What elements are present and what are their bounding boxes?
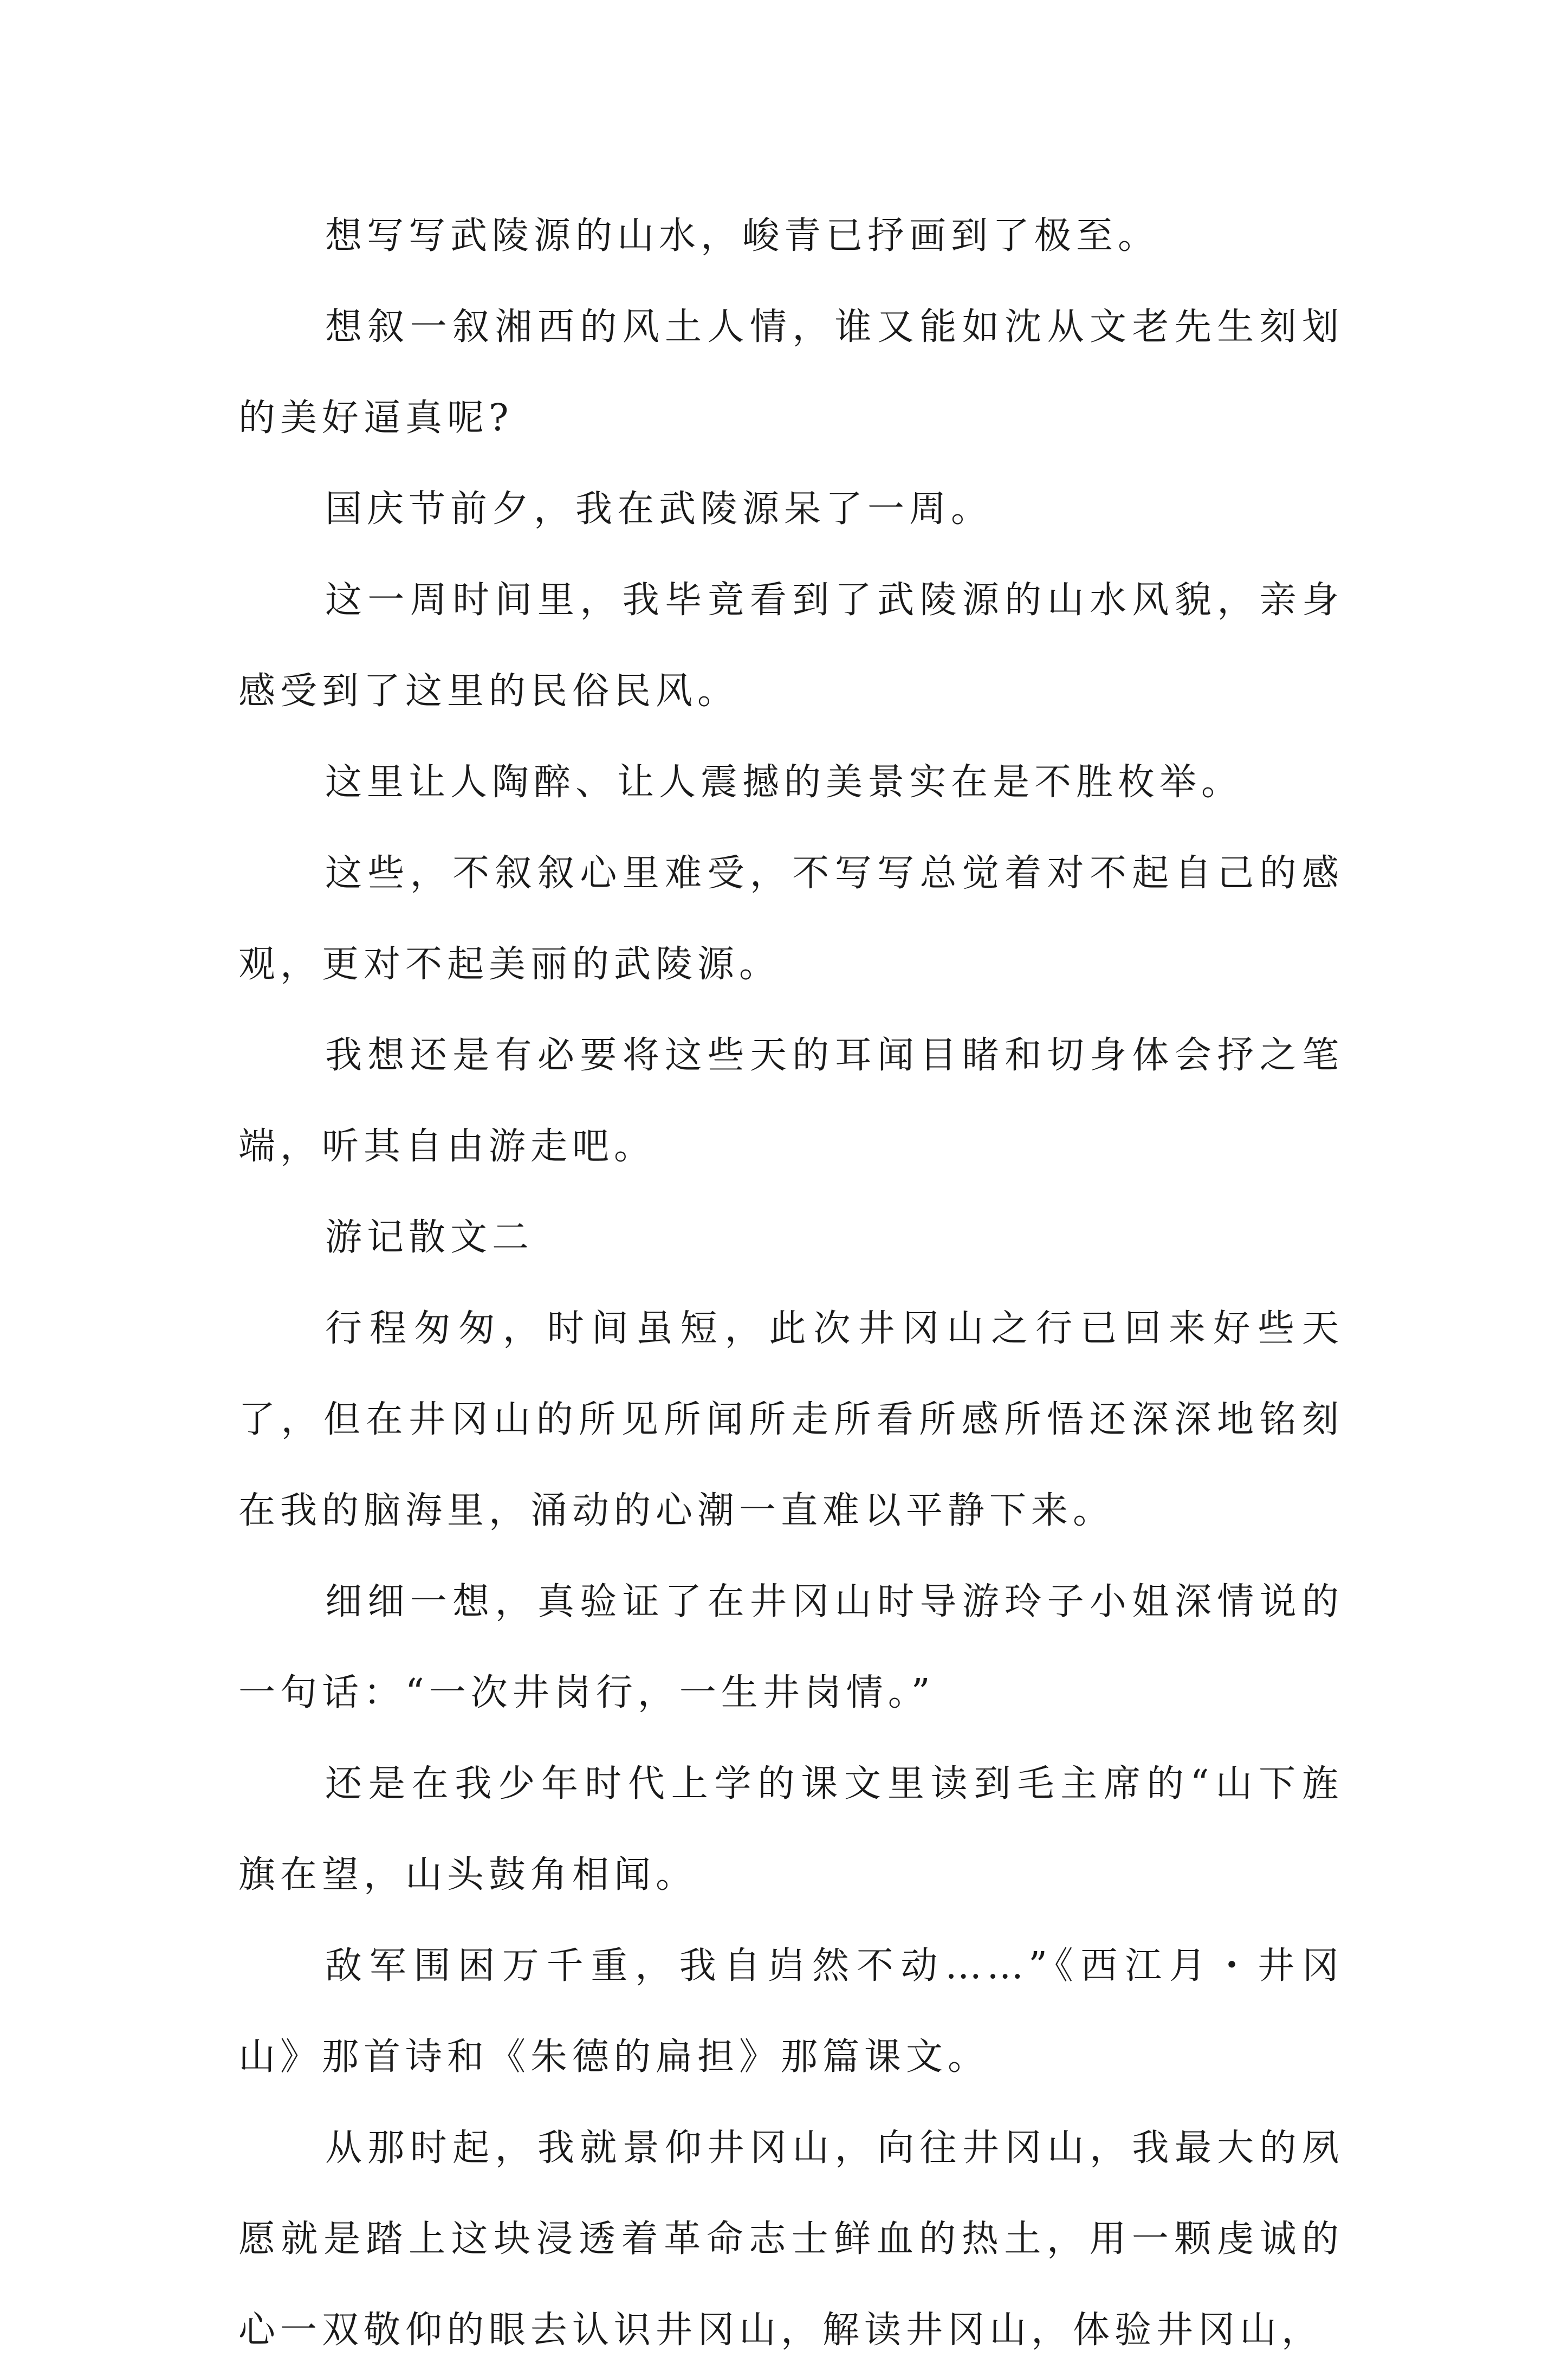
paragraph-11: 还是在我少年时代上学的课文里读到毛主席的“山下旌旗在望，山头鼓角相闻。 (238, 1762, 1344, 1896)
paragraph-2: 想叙一叙湘西的风土人情，谁又能如沈从文老先生刻划的美好逼真呢? (238, 306, 1344, 440)
paragraph-1: 想写写武陵源的山水，峻青已抒画到了极至。 (325, 215, 1160, 257)
paragraph-6: 这些，不叙叙心里难受，不写写总觉着对不起自己的感观，更对不起美丽的武陵源。 (238, 852, 1344, 986)
paragraph-4: 这一周时间里，我毕竟看到了武陵源的山水风貌，亲身感受到了这里的民俗民风。 (238, 579, 1344, 713)
paragraph-5: 这里让人陶醉、让人震撼的美景实在是不胜枚举。 (325, 761, 1243, 804)
body-text (238, 191, 1344, 2376)
paragraph-10: 细细一想，真验证了在井冈山时导游玲子小姐深情说的一句话：“一次井岗行，一生井岗情。” (238, 1580, 1344, 1714)
section-heading: 游记散文二 (325, 1216, 534, 1259)
paragraph-12: 敌军围困万千重，我自岿然不动……”《西江月・井冈山》那首诗和《朱德的扁担》那篇课文。 (238, 1945, 1344, 2078)
paragraph-7: 我想还是有必要将这些天的耳闻目睹和切身体会抒之笔端，听其自由游走吧。 (238, 1034, 1344, 1168)
paragraph-3: 国庆节前夕，我在武陵源呆了一周。 (325, 488, 993, 531)
paragraph-13: 从那时起，我就景仰井冈山，向往井冈山，我最大的夙愿就是踏上这块浸透着革命志士鲜血的热土，用一颗虔诚的心一双敬仰的眼去认识井冈山，解读井冈山，体验井冈山， (238, 2127, 1344, 2352)
paragraph-9: 行程匆匆，时间虽短，此次井冈山之行已回来好些天了，但在井冈山的所见所闻所走所看所感所悟还深深地铭刻在我的脑海里，涌动的心潮一直难以平静下来。 (238, 1307, 1344, 1532)
